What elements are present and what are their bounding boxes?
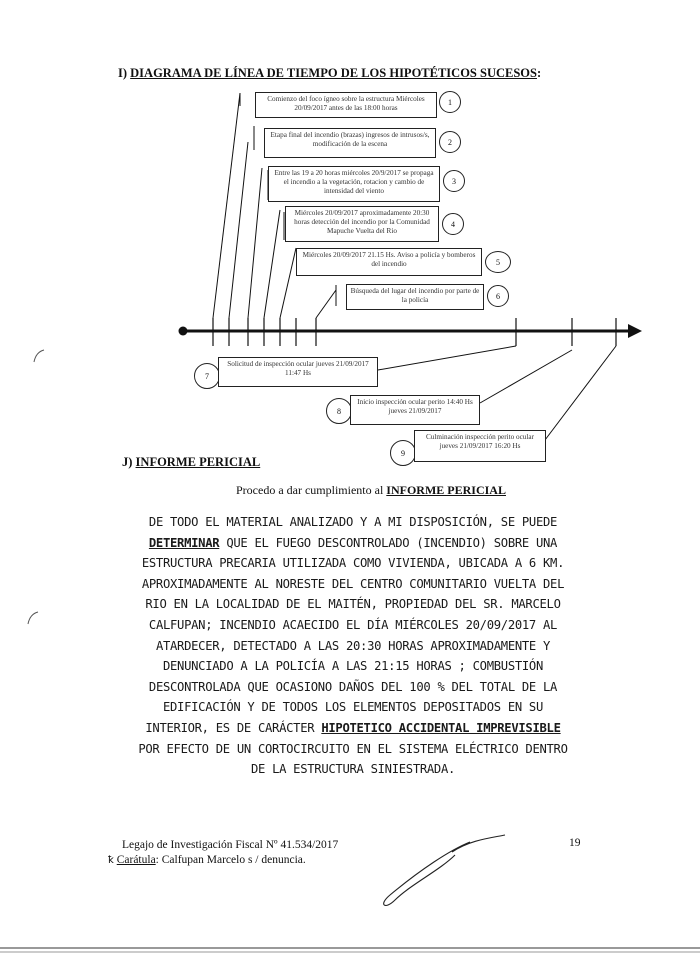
event-box-3: Entre las 19 a 20 horas miércoles 20/9/2017 se propaga el incendio a la vegetación, rotacion y cambio de intensidad del viento xyxy=(268,166,440,202)
section-i-title: DIAGRAMA DE LÍNEA DE TIEMPO DE LOS HIPOTÉTICOS SUCESOS xyxy=(130,66,537,80)
event-box-2: Etapa final del incendio (brazas) ingresos de intrusos/s, modificación de la escena xyxy=(264,128,436,158)
section-j-heading xyxy=(122,455,260,470)
event-number-3: 3 xyxy=(443,170,465,192)
report-highlight-hipotetico: HIPOTETICO ACCIDENTAL IMPREVISIBLE xyxy=(321,720,561,735)
event-number-5: 5 xyxy=(485,251,511,273)
margin-mark xyxy=(28,612,38,624)
section-i-prefix: I) xyxy=(118,66,128,80)
report-body xyxy=(138,512,568,780)
report-part-1: DE TODO EL MATERIAL ANALIZADO Y A MI DISPOSICIÓN, SE PUEDE xyxy=(148,515,558,529)
timeline-start-dot xyxy=(179,327,188,336)
event-number-7: 7 xyxy=(194,363,220,389)
connector-2 xyxy=(229,142,248,318)
connector-9 xyxy=(545,346,616,440)
section-i-suffix: : xyxy=(536,66,542,80)
report-part-2: QUE EL FUEGO DESCONTROLADO (INCENDIO) SOBRE UNA ESTRUCTURA PRECARIA UTILIZADA COMO VIVIENDA, UBICADA A 6 KM. APROXIMADAMENTE AL NORESTE DEL CENTRO COMUNITARIO VUELTA DEL RIO EN LA LOCALIDAD DE EL MAITÉN, PROPIEDAD DEL SR. MARCELO CALFUPAN; INCENDIO ACAECIDO EL DÍA MIÉRCOLES 20/09/2017 AL ATARDECER, DETECTADO A LAS 20:30 HORAS APROXIMADAMENTE Y DENUNCIADO A LA POLICÍA A LAS 21:15 HORAS ; COMBUSTIÓN DESCONTROLADA QUE OCASIONO DAÑOS DEL 100 % DEL TOTAL DE LA EDIFICACIÓN Y DE TODOS LOS ELEMENTOS DEPOSITADOS EN SU INTERIOR, ES DE CARÁCTER xyxy=(141,535,565,735)
event-number-1: 1 xyxy=(439,91,461,113)
signature xyxy=(384,835,505,905)
section-j-title: INFORME PERICIAL xyxy=(135,455,261,469)
footer-legajo: Legajo de Investigación Fiscal Nº 41.534/2017 xyxy=(122,839,339,851)
report-part-3: POR EFECTO DE UN CORTOCIRCUITO EN EL SISTEMA ELÉCTRICO DENTRO DE LA ESTRUCTURA SINIESTRADA. xyxy=(138,741,568,777)
connector-1 xyxy=(213,93,240,318)
intro-line xyxy=(236,483,506,498)
connector-3 xyxy=(248,168,262,318)
connector-8 xyxy=(480,350,572,403)
connector-4 xyxy=(264,210,280,318)
caratula-mark-icon: ꝁ xyxy=(108,855,114,866)
event-box-6: Búsqueda del lugar del incendio por parte de la policía xyxy=(346,284,484,310)
event-box-8: Inicio inspección ocular perito 14:40 Hs jueves 21/09/2017 xyxy=(350,395,480,425)
event-number-9: 9 xyxy=(390,440,416,466)
event-box-5: Miércoles 20/09/2017 21.15 Hs. Aviso a policía y bomberos del incendio xyxy=(296,248,482,276)
connector-6 xyxy=(316,290,336,318)
event-number-4: 4 xyxy=(442,213,464,235)
event-number-8: 8 xyxy=(326,398,352,424)
intro-highlight: INFORME PERICIAL xyxy=(386,483,506,497)
caratula-text: : Calfupan Marcelo s / denuncia. xyxy=(155,854,306,866)
connector-5 xyxy=(280,248,296,318)
event-number-6: 6 xyxy=(487,285,509,307)
intro-text: Procedo a dar cumplimiento al xyxy=(236,483,384,497)
footer-caratula xyxy=(108,853,306,868)
caratula-label: Carátula xyxy=(116,854,156,866)
event-box-7: Solicitud de inspección ocular jueves 21/09/2017 11:47 Hs xyxy=(218,357,378,387)
margin-mark xyxy=(34,350,44,362)
page-number: 19 xyxy=(569,837,581,849)
section-j-prefix: J) xyxy=(122,455,133,469)
event-box-1: Comienzo del foco ígneo sobre la estructura Miércoles 20/09/2017 antes de las 18:00 horas xyxy=(255,92,437,118)
timeline-arrow-head xyxy=(628,324,642,338)
connector-7 xyxy=(378,346,516,370)
event-number-2: 2 xyxy=(439,131,461,153)
event-box-4: Miércoles 20/09/2017 aproximadamente 20:30 horas detección del incendio por la Comunidad Mapuche Vuelta del Rio xyxy=(285,206,439,242)
report-highlight-determinar: DETERMINAR xyxy=(148,535,220,550)
event-box-9: Culminación inspección perito ocular jueves 21/09/2017 16:20 Hs xyxy=(414,430,546,462)
